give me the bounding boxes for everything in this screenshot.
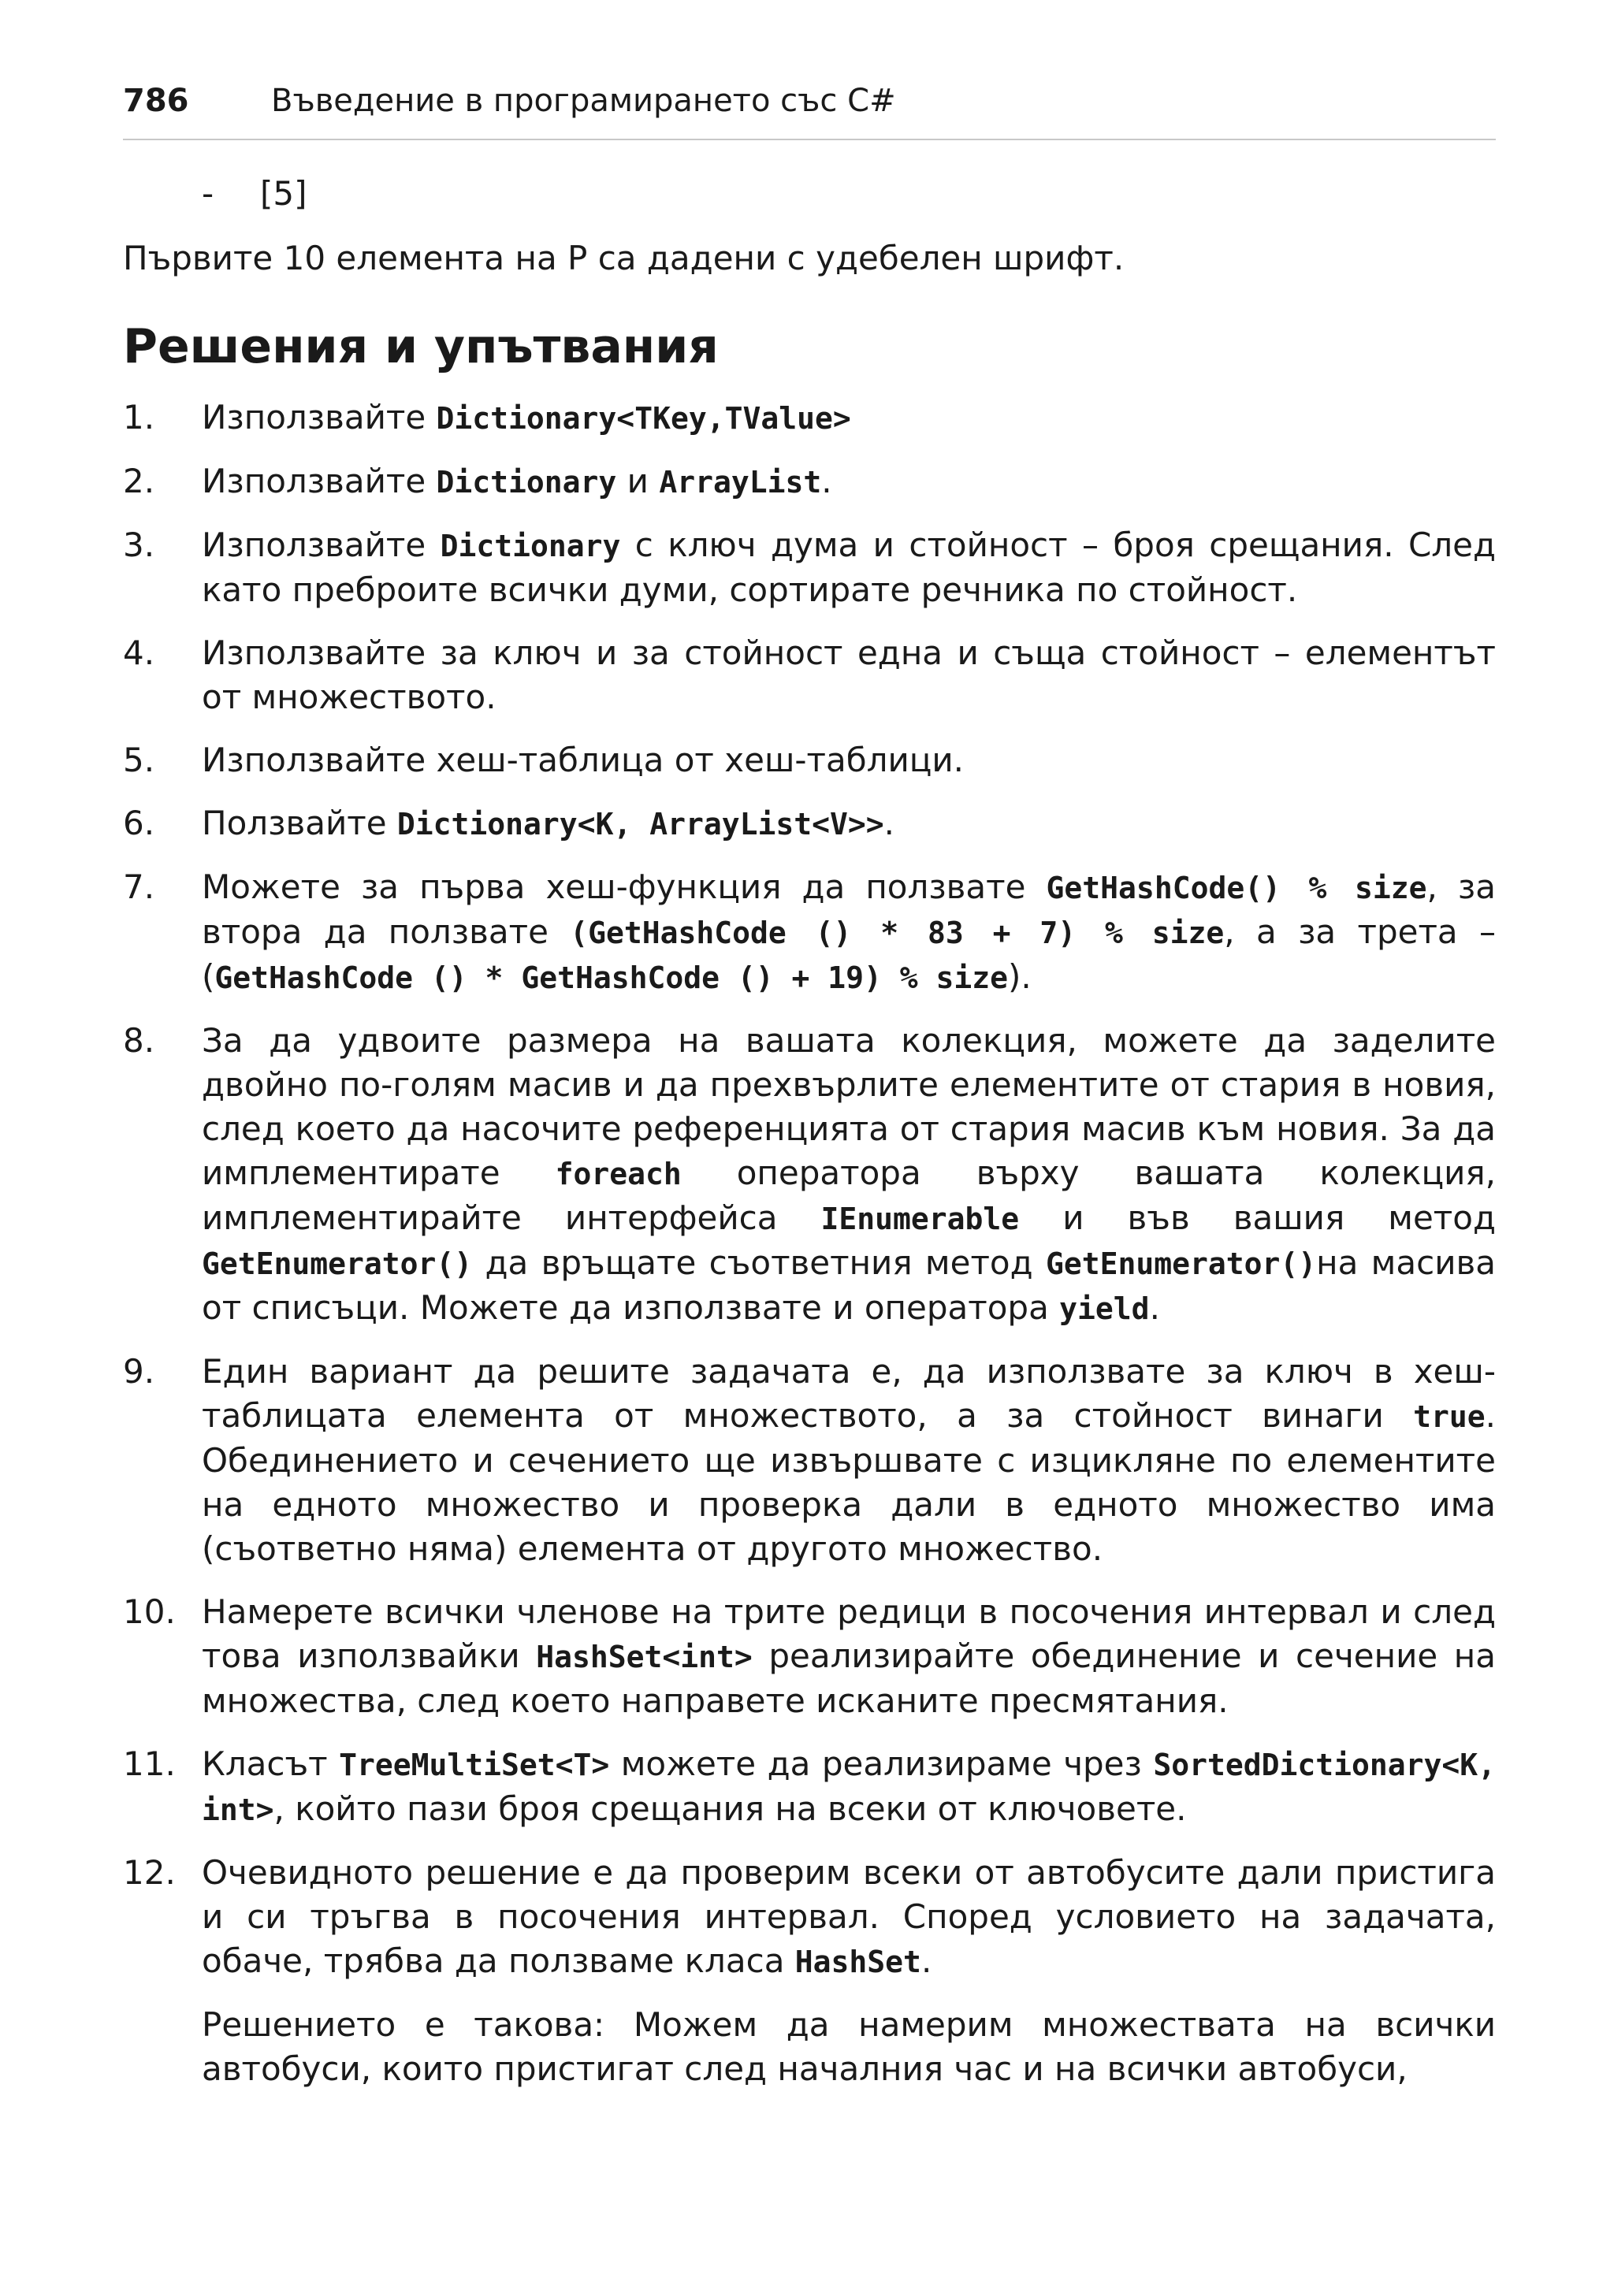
text-run: оператора върху вашата колекция, имплементирайте интерфейса (202, 1154, 1496, 1237)
dash-bullet: - (202, 174, 214, 213)
section-title: Решения и упътвания (123, 319, 719, 374)
item-number: 7. (123, 868, 155, 906)
code-run: Dictionary<K, ArrayList<V>> (396, 807, 884, 841)
text-run: и (616, 462, 660, 500)
text-run: Използвайте (202, 462, 437, 500)
text-run: Ползвайте (202, 804, 397, 842)
text-run: Класът (202, 1744, 340, 1783)
item-text (202, 631, 1496, 719)
code-run: yield (1059, 1291, 1150, 1326)
solution-item-12 (123, 1851, 1496, 2091)
text-run: Намерете всички членове на трите редици в посочения интервал и след това използвайки (202, 1592, 1496, 1675)
item-text (202, 865, 1496, 1000)
solution-item-11 (123, 1742, 1496, 1832)
code-run: GetHashCode() % size (1046, 871, 1427, 905)
text-run: Използвайте за ключ и за стойност една и съща стойност – елементът от множеството. (202, 633, 1496, 716)
code-run: Dictionary (436, 465, 617, 500)
item-text (202, 459, 1496, 504)
item-number: 10. (123, 1592, 176, 1631)
code-run: IEnumerable (820, 1202, 1020, 1236)
text-run: на масива от списъци. Можете да използвате и оператора (202, 1243, 1496, 1327)
text-run: . (920, 1941, 932, 1980)
text-run: За да удвоите размера на вашата колекция, можете да заделите двойно по-голям масив и да прехвърлите елементите от стария в новия, след което да насочите референцията от стария масив към новия. За да имплементирате (202, 1021, 1496, 1192)
solutions-list (123, 396, 1496, 2110)
item-number: 5. (123, 741, 155, 779)
solution-item-7 (123, 865, 1496, 1000)
text-run: , за втора да ползвате (202, 868, 1496, 951)
code-run: GetEnumerator() (202, 1246, 473, 1281)
text-run: реализирайте обединение и сечение на множества, след което направете исканите пресмятания. (202, 1637, 1496, 1720)
item-text (202, 801, 1496, 846)
text-run: , който пази броя срещания на всеки от ключовете. (273, 1789, 1187, 1828)
item-number: 3. (123, 526, 155, 564)
code-run: GetEnumerator() (1045, 1246, 1317, 1281)
item-number: 6. (123, 804, 155, 842)
item-text (202, 523, 1496, 612)
solution-item-6 (123, 801, 1496, 846)
code-run: foreach (555, 1157, 682, 1191)
item-number: 9. (123, 1352, 155, 1391)
code-run: Dictionary (440, 529, 621, 563)
text-run: Използвайте хеш-таблица от хеш-таблици. (202, 741, 965, 779)
text-run: Един вариант да решите задачата е, да използвате за ключ в хеш-таблицата елемента от множеството, а за стойност винаги (202, 1352, 1496, 1435)
item-text (202, 738, 1496, 782)
code-run: ArrayList (659, 465, 822, 500)
text-run: . (1149, 1288, 1160, 1327)
item-text (202, 1019, 1496, 1331)
text-run: с ключ дума и стойност – броя срещания. След като преброите всички думи, сортирате речника по стойност. (202, 526, 1496, 609)
text-run: . (821, 462, 832, 500)
text-run: и във вашия метод (1019, 1198, 1496, 1237)
text-run: Можете за първа хеш-функция да ползвате (202, 868, 1047, 906)
solution-item-9 (123, 1350, 1496, 1571)
text-run: ). (1008, 957, 1032, 996)
text-run: . Обединението и сечението ще извършвате с изцикляне по елементите на едното множество и проверка дали в едното множество има (съответно няма) елемента от другото множество. (202, 1396, 1496, 1568)
text-run: Очевидното решение е да проверим всеки от автобусите дали пристига и си тръгва в посочения интервал. Според условието на задачата, обаче, трябва да ползваме класа (202, 1853, 1496, 1980)
solution-item-10 (123, 1590, 1496, 1723)
text-run: Използвайте (202, 398, 437, 437)
text-run: да връщате съответния метод (472, 1243, 1046, 1282)
text-run: Използвайте (202, 526, 441, 564)
code-run: (GetHashCode () * 83 + 7) % size (570, 916, 1225, 950)
dash-item-text: [5] (260, 174, 307, 213)
item-text (202, 1350, 1496, 1571)
code-run: SortedDictionary<K, int> (202, 1748, 1497, 1827)
item-number: 2. (123, 462, 155, 500)
item-text (202, 1851, 1496, 1984)
code-run: GetHashCode () * GetHashCode () + 19) % size (214, 960, 1009, 995)
item-text (202, 1590, 1496, 1723)
item-number: 11. (123, 1744, 176, 1783)
text-run: . (883, 804, 894, 842)
solution-item-1 (123, 396, 1496, 440)
item-number: 8. (123, 1021, 155, 1060)
page-number: 786 (123, 83, 189, 119)
text-run: , а за трета – ( (202, 912, 1496, 996)
code-run: HashSet<int> (536, 1640, 753, 1674)
text-run: можете да реализираме чрез (609, 1744, 1154, 1783)
intro-paragraph: Първите 10 елемента на P са дадени с удебелен шрифт. (123, 239, 1125, 277)
item-text (202, 1742, 1496, 1832)
solution-item-4 (123, 631, 1496, 719)
page-header (123, 79, 1496, 140)
item-number: 4. (123, 633, 155, 672)
solution-item-2 (123, 459, 1496, 504)
item-number: 1. (123, 398, 155, 437)
code-run: true (1413, 1399, 1486, 1434)
solution-item-3 (123, 523, 1496, 612)
item-continuation-paragraph: Решението е такова: Можем да намерим множествата на всички автобуси, които пристигат след началния час и на всички автобуси, (202, 2005, 1496, 2088)
solution-item-8 (123, 1019, 1496, 1331)
item-text (202, 396, 1496, 440)
item-number: 12. (123, 1853, 176, 1892)
solution-item-5 (123, 738, 1496, 782)
running-title: Въведение в програмирането със C# (271, 83, 896, 119)
code-run: Dictionary<TKey,TValue> (436, 401, 851, 436)
code-run: TreeMultiSet<T> (339, 1748, 610, 1782)
code-run: HashSet (794, 1945, 921, 1979)
